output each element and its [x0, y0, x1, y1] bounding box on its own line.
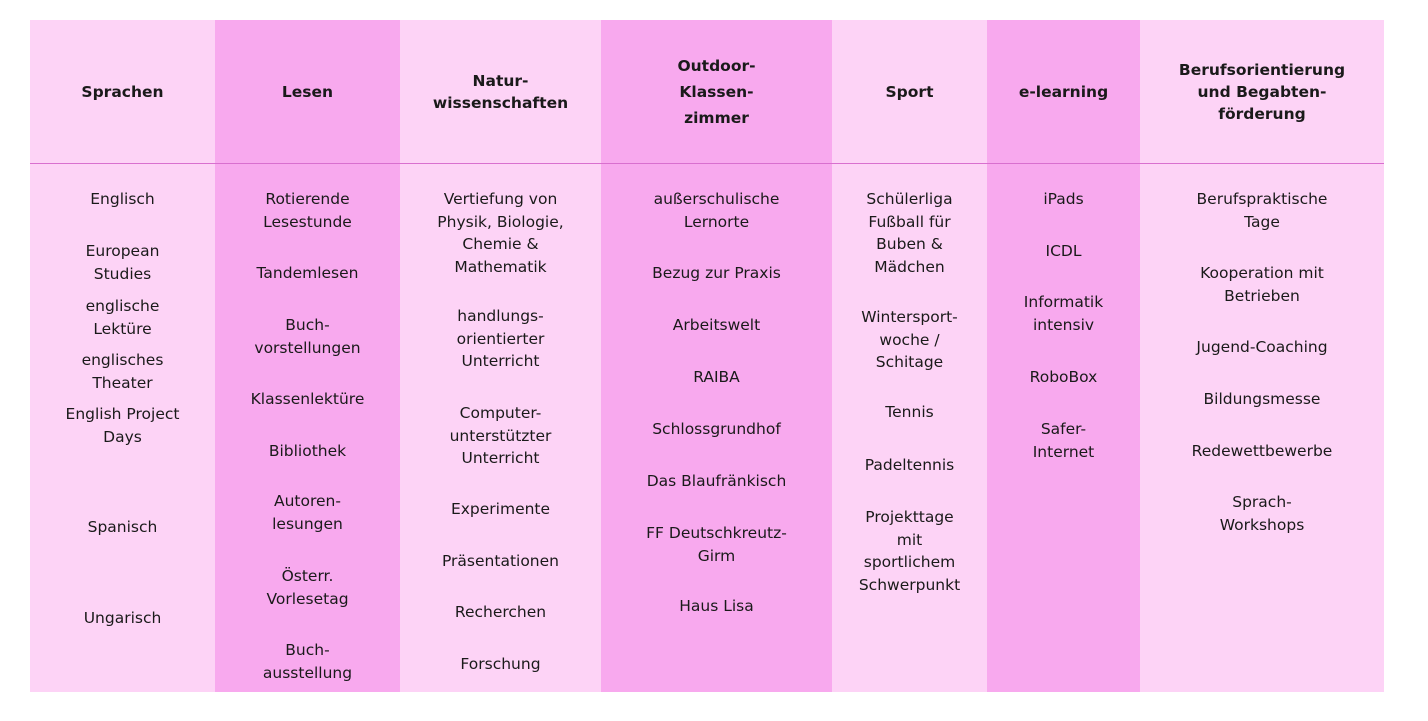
column-berufsorientierung — [1140, 20, 1384, 692]
list-item: Redewettbewerbe — [1191, 442, 1333, 460]
list-item: Buch- vorstellungen — [254, 316, 361, 357]
column-lesen — [215, 20, 400, 692]
list-item: Recherchen — [454, 603, 547, 621]
column-header: Lesen — [281, 83, 334, 101]
list-item: European Studies — [85, 242, 160, 283]
list-item: Haus Lisa — [679, 597, 754, 615]
list-item: RAIBA — [693, 368, 740, 386]
list-item: Tandemlesen — [256, 264, 359, 282]
offer-table — [30, 20, 1384, 692]
list-item: Englisch — [90, 190, 155, 208]
list-item: Arbeitswelt — [672, 316, 761, 334]
column-header: e-learning — [1018, 83, 1109, 101]
list-item: Padeltennis — [864, 456, 955, 474]
list-item: Informatik intensiv — [1023, 293, 1104, 334]
column-header: Natur- wissenschaften — [432, 72, 569, 112]
column-e-learning — [987, 20, 1140, 692]
column-sprachen — [30, 20, 215, 692]
list-item: Autoren- lesungen — [272, 492, 343, 533]
column-naturwissenschaften — [400, 20, 601, 692]
list-item: Kooperation mit Betrieben — [1200, 264, 1324, 305]
list-item: Forschung — [460, 655, 541, 673]
column-header: Sprachen — [81, 83, 164, 101]
list-item: Das Blaufränkisch — [646, 472, 787, 490]
column-sport — [832, 20, 987, 692]
list-item: Rotierende Lesestunde — [263, 190, 352, 231]
list-item: Jugend-Coaching — [1196, 338, 1328, 356]
column-header: Sport — [885, 83, 934, 101]
list-item: englische Lektüre — [85, 297, 160, 338]
header-divider — [30, 163, 1384, 164]
list-item: handlungs- orientierter Unterricht — [456, 307, 545, 370]
list-item: Klassenlektüre — [250, 390, 365, 408]
list-item: Schlossgrundhof — [652, 420, 781, 438]
list-item: Buch- ausstellung — [262, 641, 353, 682]
list-item: Projekttage mit sportlichem Schwerpunkt — [858, 508, 961, 594]
list-item: Schülerliga Fußball für Buben & Mädchen — [866, 190, 953, 276]
list-item: Vertiefung von Physik, Biologie, Chemie & Mathematik — [437, 190, 564, 276]
list-item: englisches Theater — [81, 351, 164, 392]
column-header: Outdoor- Klassen- zimmer — [677, 57, 756, 127]
list-item: außerschulische Lernorte — [653, 190, 780, 231]
list-item: Experimente — [450, 500, 551, 518]
column-header: Berufsorientierung und Begabten- förderung — [1178, 61, 1346, 123]
column-outdoor-klassenzimmer — [601, 20, 832, 692]
list-item: Ungarisch — [83, 609, 162, 627]
list-item: Computer- unterstützter Unterricht — [449, 404, 552, 467]
list-item: Bildungsmesse — [1203, 390, 1321, 408]
list-item: iPads — [1043, 190, 1084, 208]
list-item: English Project Days — [65, 405, 180, 446]
list-item: Wintersport- woche / Schitage — [861, 308, 958, 371]
list-item: Bibliothek — [268, 442, 347, 460]
list-item: Sprach- Workshops — [1219, 493, 1305, 534]
list-item: Bezug zur Praxis — [652, 264, 781, 282]
list-item: Österr. Vorlesetag — [266, 567, 349, 608]
list-item: Berufspraktische Tage — [1196, 190, 1328, 231]
list-item: Präsentationen — [441, 552, 559, 570]
list-item: RoboBox — [1029, 368, 1098, 386]
list-item: Tennis — [885, 403, 934, 421]
list-item: Spanisch — [87, 518, 158, 536]
list-item: ICDL — [1045, 242, 1082, 260]
list-item: Safer- Internet — [1032, 420, 1095, 461]
list-item: FF Deutschkreutz- Girm — [646, 524, 787, 565]
